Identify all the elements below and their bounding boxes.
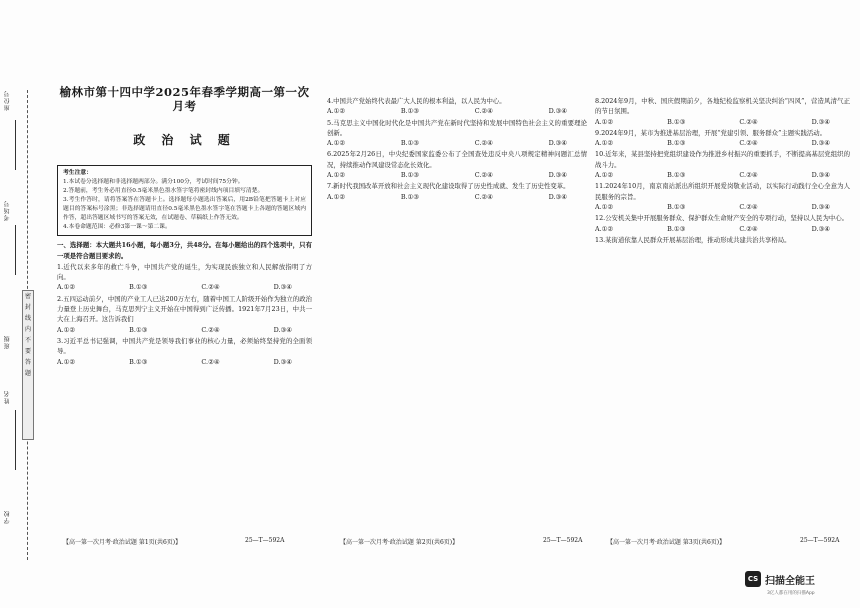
question-13: 13.某街道依靠人民群众开展基层治理，推动形成共建共治共享格局。	[595, 235, 791, 244]
column-1	[57, 85, 312, 555]
camscanner-watermark	[745, 569, 855, 601]
notice-box	[57, 165, 312, 236]
exam-room-label: 考场号	[4, 200, 11, 221]
footer-page-1: 【高一第一次月考·政治试题 第1页(共6页)】	[63, 539, 182, 546]
question-1: 1.近代以来多年的救亡斗争，中国共产党的诞生，为实现民族独立和人民解放指明了方向。	[57, 262, 312, 282]
camscanner-icon: CS	[745, 571, 761, 587]
question-3: 3.习近平总书记强调，中国共产党是领导我们事业的核心力量，必须始终坚持党的全面领导。	[57, 336, 312, 356]
answer-options: A.①② B.①③ C.②④ D.③④	[327, 171, 567, 180]
exam-room-line	[15, 225, 16, 275]
question-9: 9.2024年9月，某市为推进基层治理，开展“党建引领、服务群众”主题实践活动。	[595, 128, 827, 137]
footer-page-3: 【高一第一次月考·政治试题 第3页(共6页)】	[607, 539, 726, 546]
question-8: 8.2024年9月，中秋、国庆假期前夕，各地纪检监察机关坚决纠治“四风”，营造风清气正的节日氛围。	[595, 97, 850, 116]
question-2: 2.五四运动前夕，中国的产业工人已达200万左右，随着中国工人阶级开始作为独立的政治力量登上历史舞台，马克思列宁主义开始在中国得到广泛传播。1921年7月23日，中共一大在上海召开。这告诉我们	[57, 294, 312, 324]
answer-options: A.①② B.①③ C.②④ D.③④	[57, 283, 292, 292]
question-5: 5.马克思主义中国化时代化是中国共产党在新时代坚持和发展中国特色社会主义的重要理论创新。	[327, 118, 587, 137]
question-10: 10.近年来，某县坚持把党组织建设作为推进乡村振兴的重要抓手，不断提高基层党组织的战斗力。	[595, 150, 850, 169]
answer-options: A.①② B.①③ C.②④ D.③④	[595, 171, 830, 180]
footer-page-2: 【高一第一次月考·政治试题 第2页(共6页)】	[340, 539, 459, 546]
footer-code-1: 25—T—592A	[245, 537, 285, 544]
column-2	[327, 95, 587, 545]
name-label: 姓名	[4, 390, 11, 404]
class-label: 班级	[4, 335, 11, 349]
footer-code-3: 25—T—592A	[800, 537, 840, 544]
binding-margin	[0, 90, 40, 560]
question-6: 6.2025年2月26日，中央纪委国家监委公布了全国查处违反中央八项规定精神问题汇总情况，持续推动作风建设常态化长效化。	[327, 150, 587, 169]
question-12: 12.公安机关集中开展服务群众、保护群众生命财产安全的专项行动，坚持以人民为中心。	[595, 214, 849, 223]
answer-options: A.①② B.①③ C.②④ D.③④	[57, 357, 292, 366]
exam-title: 榆林市第十四中学2025年春季学期高一第一次月考	[59, 85, 310, 113]
column-3	[595, 95, 850, 545]
seat-number-line	[15, 120, 16, 170]
answer-options: A.①② B.①③ C.②④ D.③④	[595, 224, 830, 233]
answer-options: A.①② B.①③ C.②④ D.③④	[327, 107, 567, 116]
section-heading: 一、选择题：本大题共16小题，每小题3分，共48分。在每小题给出的四个选项中，只有一项是符合题目要求的。	[57, 241, 312, 260]
camscanner-name: 扫描全能王	[765, 576, 815, 587]
question-7: 7.新时代我国改革开放和社会主义现代化建设取得了历史性成就、发生了历史性变革。	[327, 182, 570, 191]
seat-number-label: 座位号	[4, 90, 11, 111]
answer-options: A.①② B.①③ C.②④ D.③④	[595, 139, 830, 148]
notice-item: 3.考生作答时，请将答案答在答题卡上。选择题每小题选出答案后，用2B铅笔把答题卡上对应题目的答案标号涂黑；非选择题请用直径0.5毫米黑色墨水签字笔在答题卡上各题的答题区域内作答，超出答题区域书写的答案无效，在试题卷、草稿纸上作答无效。	[63, 197, 306, 222]
answer-options: A.①② B.①③ C.②④ D.③④	[595, 117, 830, 126]
question-4: 4.中国共产党始终代表最广大人民的根本利益，以人民为中心。	[327, 97, 506, 105]
answer-options: A.①② B.①③ C.②④ D.③④	[57, 325, 292, 334]
notice-item: 4.本卷命题范围：必修3第一课～第二课。	[63, 224, 171, 231]
school-label: 学校	[4, 510, 11, 524]
question-11: 11.2024年10月，南京南站派出所组织开展爱岗敬业活动，以实际行动践行全心全意为人民服务的宗旨。	[595, 182, 850, 201]
answer-options: A.①② B.①③ C.②④ D.③④	[595, 202, 830, 211]
notice-item: 2.答题前，考生务必用直径0.5毫米黑色墨水签字笔将密封线内项目填写清楚。	[63, 188, 264, 195]
notice-item: 1.本试卷分选择题和非选择题两部分。满分100分，考试时间75分钟。	[63, 179, 244, 186]
answer-options: A.①② B.①③ C.②④ D.③④	[327, 139, 567, 148]
seal-line-notice: 密 封 线 内 不 要 答 题	[22, 290, 34, 440]
footer-code-2: 25—T—592A	[543, 537, 583, 544]
name-line	[15, 410, 16, 470]
subject-title: 政 治 试 题	[133, 133, 236, 147]
notice-title: 考生注意：	[63, 170, 92, 177]
camscanner-tagline: 3亿人都在用的扫描App	[767, 591, 815, 596]
answer-options: A.①② B.①③ C.②④ D.③④	[327, 192, 567, 201]
